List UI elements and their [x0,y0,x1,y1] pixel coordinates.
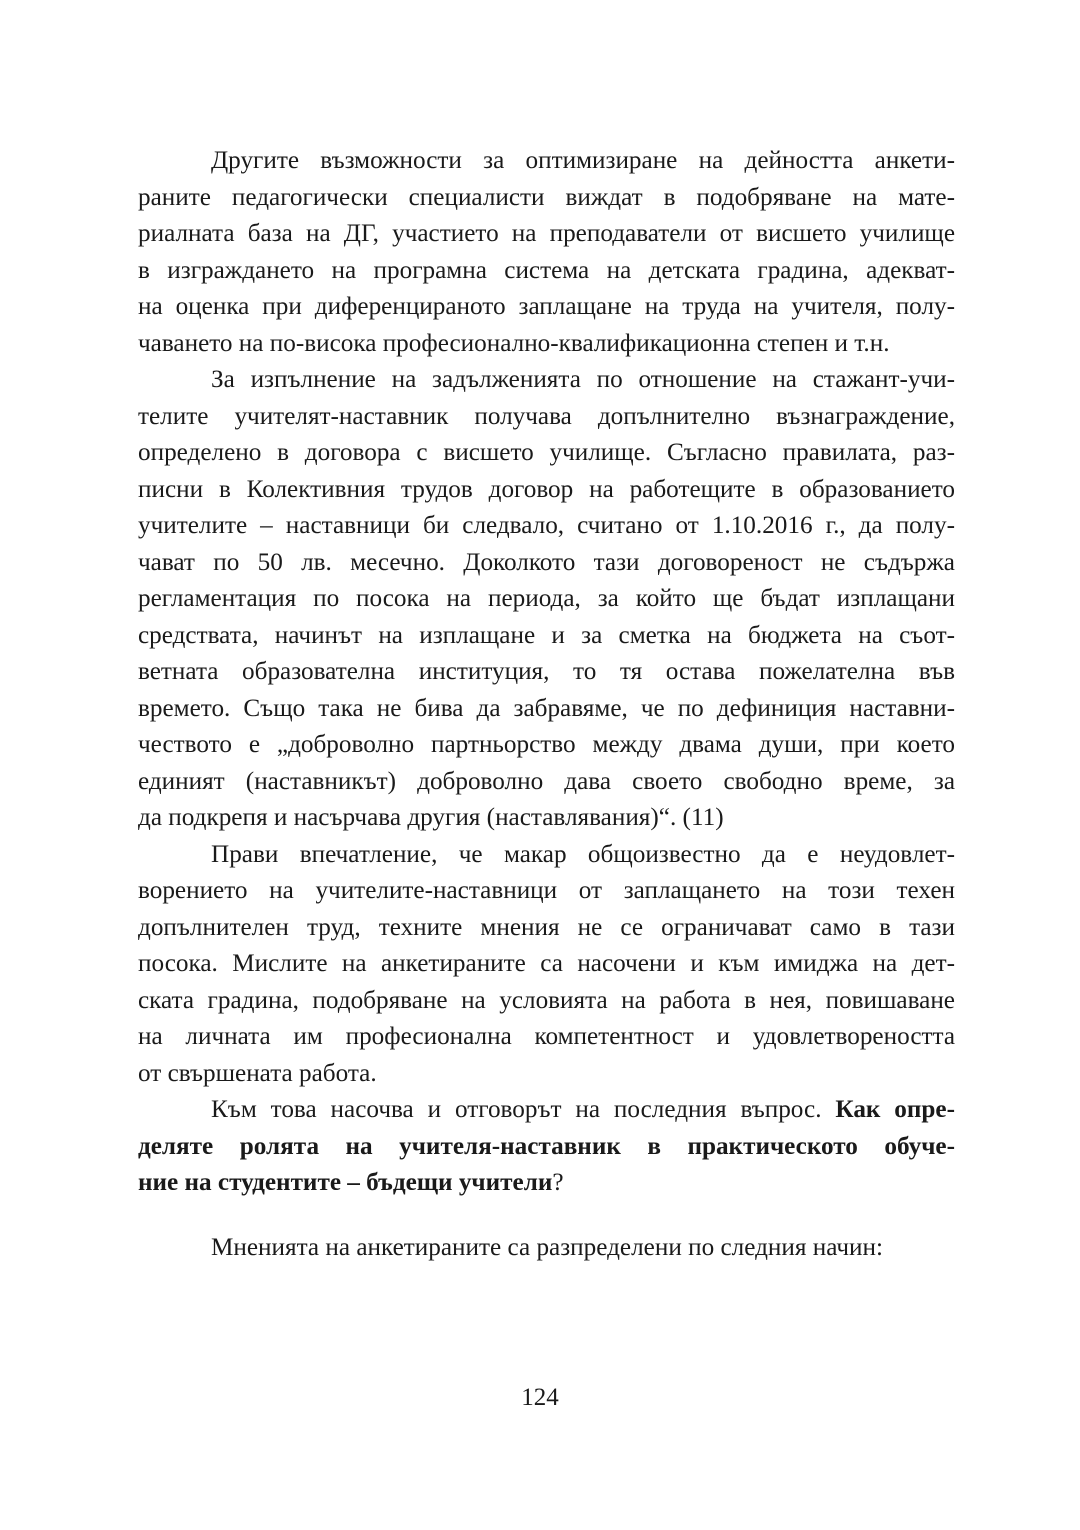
text-line: посока. Мислите на анкетираните са насочени и към имиджа на дет- [138,950,955,977]
page-number: 124 [521,1384,559,1411]
text-line [138,1129,955,1166]
text-line: ворението на учителите-наставници от заплащането на този техен [138,877,955,904]
text-line: единият (наставникът) доброволно дава своето свободно време, за [138,767,955,795]
text-line: раните педагогически специалисти виждат в подобряване на мате- [138,183,955,211]
text-line: на личната им професионална компетентност и удовлетвореността [138,1023,955,1050]
text-line: За изпълнение на задълженията по отношение на стажант-учи- [211,366,955,393]
text-line: определено в договора с висшето училище. Съгласно правилата, раз- [138,439,955,466]
plain-text: Към това насочва и отговорът на последния въпрос. [211,1096,836,1123]
text-line: допълнителен труд, техните мнения не се ограничават само в тази [138,913,955,941]
text-line: риалната база на ДГ, участието на преподаватели от висшето училище [138,220,955,247]
text-line: Мненията на анкетираните са разпределени по следния начин: [211,1233,883,1261]
text-line [138,1092,955,1129]
text-line [138,1165,955,1202]
text-line: чават по 50 лв. месечно. Доколкото тази договореност не съдържа [138,548,955,576]
text-line: на оценка при диференцираното заплащане на труда на учителя, полу- [138,293,955,320]
text-line: учителите – наставници би следвало, считано от 1.10.2016 г., да полу- [138,512,955,539]
text-line: ветната образователна институция, то тя остава пожелателна във [138,658,955,685]
paragraph-question [138,1092,955,1202]
paragraph [138,837,955,1093]
text-line: в изграждането на програмна система на детската градина, адекват- [138,256,955,284]
plain-text: ? [552,1169,564,1196]
text-line: регламентация по посока на периода, за който ще бъдат изплащани [138,585,955,612]
text-line: Прави впечатление, че макар общоизвестно да е неудовлет- [211,840,955,868]
text-line: чеството е „доброволно партньорство между двама души, при което [138,731,955,758]
paragraph [138,143,955,362]
spacer [138,1202,955,1230]
text-line: да подкрепя и насърчава другия (наставлявания)“. (11) [138,804,724,831]
paragraph [138,1230,955,1267]
question-text: деляте ролята на учителя-наставник в практическото обуче- [138,1132,955,1160]
question-text: Как опре- [835,1096,955,1123]
body-text [138,143,955,1266]
paragraph [138,362,955,837]
text-line: Другите възможности за оптимизиране на дейността анкети- [211,147,955,174]
text-line: времето. Също така не бива да забравяме, че по дефиниция наставни- [138,694,955,722]
text-line: писни в Колективния трудов договор на работещите в образованието [138,475,955,503]
question-text: ние на студентите – бъдещи учители [138,1169,553,1196]
text-line: телите учителят-наставник получава допълнително възнаграждение, [138,402,955,430]
text-line: чаването на по-висока професионално-квалификационна степен и т.н. [138,329,890,357]
text-line: средствата, начинът на изплащане и за сметка на бюджета на съот- [138,621,955,649]
text-line: от свършената работа. [138,1059,377,1087]
text-line: ската градина, подобряване на условията на работа в нея, повишаване [138,986,955,1014]
